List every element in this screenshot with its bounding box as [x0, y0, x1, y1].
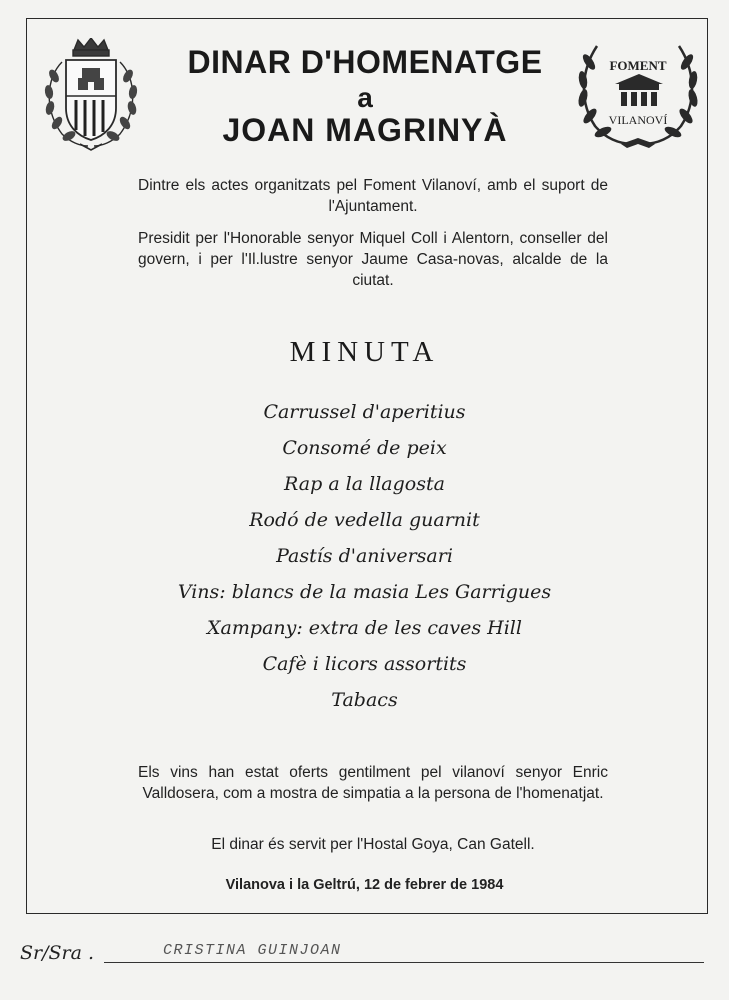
footer-paragraph-venue: El dinar és servit per l'Hostal Goya, Can Gatell. — [211, 836, 535, 853]
menu-item: Rodó de vedella guarnit — [249, 509, 480, 531]
title-line-1: DINAR D'HOMENATGE — [187, 44, 543, 80]
footer-paragraph-wines: Els vins han estat oferts gentilment pel vilanoví senyor Enric Valldosera, com a mostra de simpatia a la persona de l'homenatjat. — [138, 764, 608, 802]
intro-paragraph-presidency: Presidit per l'Honorable senyor Miquel Coll i Alentorn, conseller del govern, i per l'Il.lustre senyor Jaume Casa-novas, alcalde de la ciutat. — [138, 230, 608, 289]
menu-item: Cafè i licors assortits — [262, 653, 467, 675]
recipient-label: Sr/Sra . — [20, 942, 95, 964]
title-line-3: JOAN MAGRINYÀ — [222, 112, 508, 148]
menu-item: Pastís d'aniversari — [276, 545, 453, 567]
recipient-name: CRISTINA GUINJOAN — [163, 942, 342, 959]
menu-item: Xampany: extra de les caves Hill — [207, 617, 522, 639]
menu-heading: MINUTA — [289, 336, 440, 368]
coat-of-arms-logo — [40, 38, 142, 153]
menu-list — [0, 396, 729, 720]
menu-item: Carrussel d'aperitius — [263, 401, 466, 423]
logo-text-bottom: VILANOVÍ — [608, 113, 668, 127]
menu-item: Consomé de peix — [282, 437, 447, 459]
menu-item: Rap a la llagosta — [284, 473, 445, 495]
intro-paragraph-organizers: Dintre els actes organitzats pel Foment Vilanoví, amb el suport de l'Ajuntament. — [138, 177, 608, 215]
foment-vilanovi-logo — [575, 40, 701, 152]
recipient-underline — [104, 962, 704, 963]
date-line: Vilanova i la Geltrú, 12 de febrer de 1984 — [225, 877, 504, 893]
logo-text-top: FOMENT — [609, 58, 667, 73]
menu-item: Vins: blancs de la masia Les Garrigues — [177, 581, 552, 603]
title-line-2: a — [357, 82, 373, 113]
menu-item: Tabacs — [331, 689, 398, 711]
